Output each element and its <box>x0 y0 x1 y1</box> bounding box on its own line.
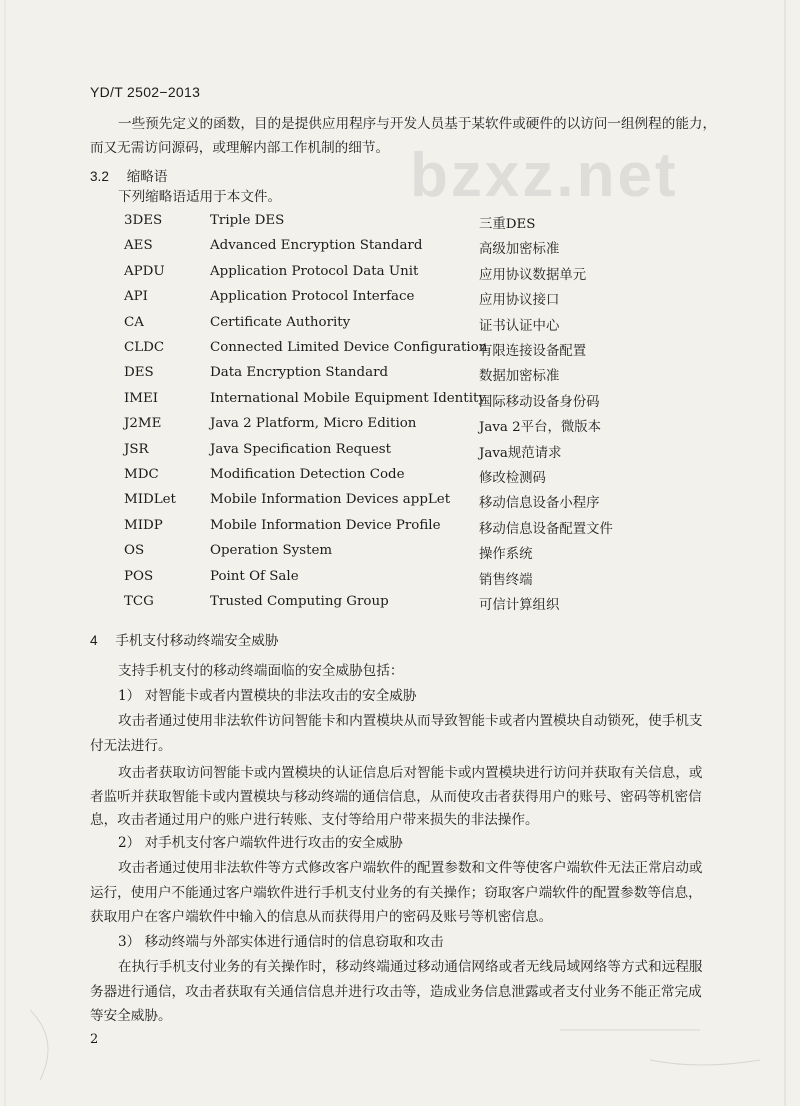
abbreviation-row <box>124 416 644 441</box>
abbreviation-row <box>124 518 644 543</box>
abbreviation: IMEI <box>124 390 159 406</box>
abbreviation: API <box>124 289 148 305</box>
chinese-term: 证书认证中心 <box>479 318 560 334</box>
abbreviation: J2ME <box>124 416 162 432</box>
abbreviation-row <box>124 213 644 238</box>
watermark: bzxz.net <box>410 141 679 210</box>
abbreviation-row <box>124 289 644 314</box>
abbreviation-row <box>124 569 644 594</box>
threat-1-para-2-line-3: 息，攻击者通过用户的账户进行转账、支付等给用户带来损失的非法操作。 <box>90 812 539 828</box>
chinese-term: 移动信息设备小程序 <box>479 496 600 512</box>
threat-1-title: 1） 对智能卡或者内置模块的非法攻击的安全威胁 <box>118 688 417 704</box>
abbreviation: DES <box>124 365 154 381</box>
section-number: 3.2 <box>90 169 109 184</box>
abbreviation-row <box>124 264 644 289</box>
section-3-2-intro: 下列缩略语适用于本文件。 <box>118 189 282 205</box>
chinese-term: Java 2平台，微版本 <box>479 420 602 436</box>
abbreviation-row <box>124 492 644 517</box>
threat-3-para-line-1: 在执行手机支付业务的有关操作时，移动终端通过移动通信网络或者无线局域网络等方式和远程服 <box>118 959 703 975</box>
chinese-term: 数据加密标准 <box>479 369 560 385</box>
english-term: Trusted Computing Group <box>210 594 389 609</box>
abbreviation-row <box>124 543 644 568</box>
abbreviation: CLDC <box>124 340 165 355</box>
abbreviation: AES <box>124 238 153 254</box>
abbreviation: MIDP <box>124 517 163 533</box>
english-term: Mobile Information Devices appLet <box>210 492 451 508</box>
english-term: Connected Limited Device Configuration <box>210 340 488 355</box>
abbreviation: MIDLet <box>124 492 176 508</box>
threat-2-para-line-2: 运行，使用户不能通过客户端软件进行手机支付业务的有关操作；窃取客户端软件的配置参数等信息， <box>90 885 702 901</box>
english-term: Mobile Information Device Profile <box>210 517 441 533</box>
abbreviation-row <box>124 594 644 619</box>
threat-3-para-line-2: 务器进行通信，攻击者获取有关通信信息并进行攻击等，造成业务信息泄露或者支付业务不能正常完成 <box>90 984 702 1000</box>
abbreviation-row <box>124 467 644 492</box>
english-term: Point Of Sale <box>210 568 299 584</box>
section-title: 手机支付移动终端安全威胁 <box>115 633 279 648</box>
english-term: Application Protocol Data Unit <box>210 263 419 279</box>
intro-line-1: 一些预先定义的函数，目的是提供应用程序与开发人员基于某软件或硬件的以访问一组例程的能力， <box>118 116 717 132</box>
english-term: Advanced Encryption Standard <box>210 238 423 254</box>
threat-2-para-line-1: 攻击者通过使用非法软件等方式修改客户端软件的配置参数和文件等使客户端软件无法正常启动或 <box>118 860 703 876</box>
abbreviation: TCG <box>124 594 154 609</box>
english-term: Modification Detection Code <box>210 467 405 482</box>
abbreviation: OS <box>124 543 145 559</box>
chinese-term: 可信计算组织 <box>479 598 560 613</box>
threat-3-title: 3） 移动终端与外部实体进行通信时的信息窃取和攻击 <box>118 934 444 950</box>
threat-1-para-1-line-2: 付无法进行。 <box>90 738 172 754</box>
chinese-term: Java规范请求 <box>479 445 562 461</box>
english-term: Application Protocol Interface <box>210 289 415 305</box>
abbreviation-row <box>124 365 644 390</box>
section-number: 4 <box>90 633 98 648</box>
abbreviation: MDC <box>124 467 159 482</box>
abbreviation: CA <box>124 314 144 330</box>
section-3-2-heading <box>90 165 167 185</box>
page-number: 2 <box>90 1032 99 1047</box>
english-term: International Mobile Equipment Identity <box>210 390 486 406</box>
chinese-term: 销售终端 <box>479 572 533 588</box>
chinese-term: 三重DES <box>479 217 536 232</box>
chinese-term: 操作系统 <box>479 547 533 563</box>
english-term: Java 2 Platform, Micro Edition <box>210 416 417 432</box>
english-term: Triple DES <box>210 213 285 228</box>
threat-2-para-line-3: 获取用户在客户端软件中输入的信息从而获得用户的密码及账号等机密信息。 <box>90 909 553 925</box>
english-term: Certificate Authority <box>210 314 351 330</box>
english-term: Operation System <box>210 543 333 559</box>
section-4-intro: 支持手机支付的移动终端面临的安全威胁包括： <box>118 663 404 679</box>
chinese-term: 有限连接设备配置 <box>479 344 587 359</box>
chinese-term: 应用协议数据单元 <box>479 267 587 283</box>
abbreviation-row <box>124 442 644 467</box>
abbreviation: APDU <box>124 263 165 279</box>
threat-1-para-1-line-1: 攻击者通过使用非法软件访问智能卡和内置模块从而导致智能卡或者内置模块自动锁死，使手机支 <box>118 713 703 729</box>
threat-1-para-2-line-1: 攻击者获取访问智能卡或内置模块的认证信息后对智能卡或内置模块进行访问并获取有关信息，或 <box>118 765 703 781</box>
abbreviation: 3DES <box>124 213 163 228</box>
english-term: Data Encryption Standard <box>210 365 389 381</box>
intro-line-2: 而又无需访问源码，或理解内部工作机制的细节。 <box>90 140 390 156</box>
abbreviation-row <box>124 238 644 263</box>
chinese-term: 应用协议接口 <box>479 293 560 309</box>
chinese-term: 修改检测码 <box>479 471 546 486</box>
threat-3-para-line-3: 等安全威胁。 <box>90 1008 172 1024</box>
section-4-heading <box>90 629 278 649</box>
abbreviation-row <box>124 340 644 365</box>
section-title: 缩略语 <box>126 169 168 184</box>
abbreviation-row <box>124 391 644 416</box>
document-id: YD/T 2502−2013 <box>90 84 201 100</box>
chinese-term: 国际移动设备身份码 <box>479 394 600 410</box>
abbreviation: POS <box>124 568 154 584</box>
abbreviation-row <box>124 315 644 340</box>
english-term: Java Specification Request <box>210 441 392 457</box>
threat-1-para-2-line-2: 者监听并获取智能卡或内置模块与移动终端的通信信息，从而使攻击者获得用户的账号、密码等机密信 <box>90 789 702 805</box>
chinese-term: 高级加密标准 <box>479 242 560 258</box>
chinese-term: 移动信息设备配置文件 <box>479 521 613 537</box>
threat-2-title: 2） 对手机支付客户端软件进行攻击的安全威胁 <box>118 835 403 851</box>
abbreviation: JSR <box>124 441 149 457</box>
